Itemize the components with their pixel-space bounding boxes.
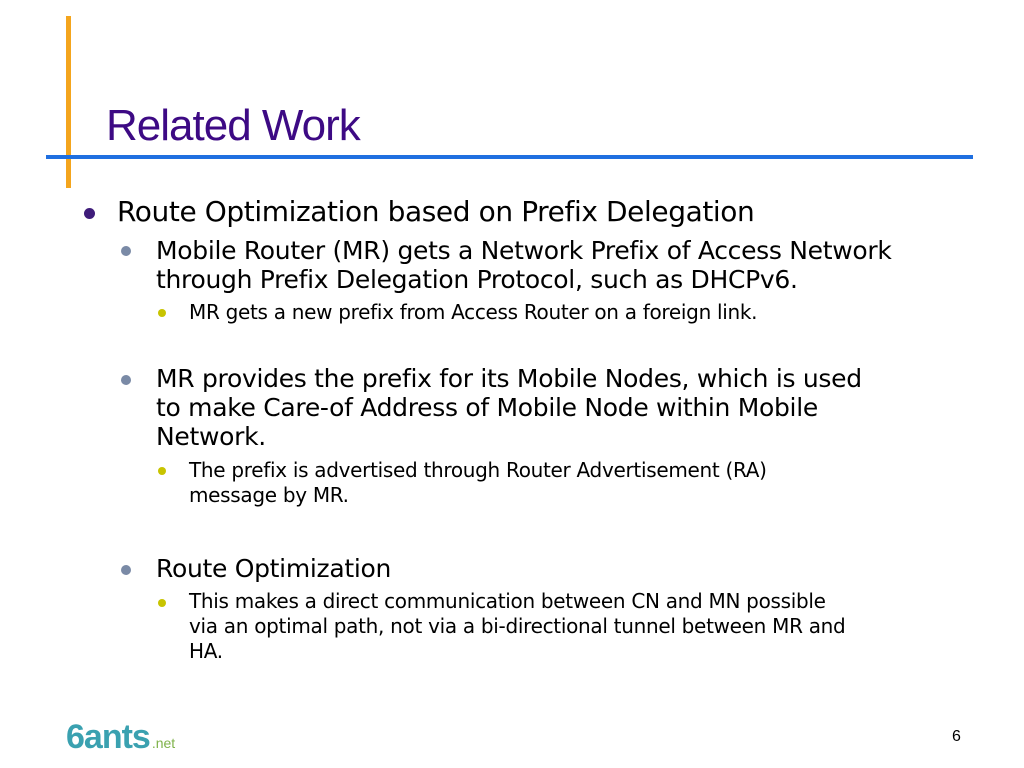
logo-main-text: 6ants [66,718,150,756]
page-number: 6 [952,728,961,745]
bullet-text-line: This makes a direct communication between CN and MN possible [189,589,826,613]
bullet-text: Route Optimization based on Prefix Delegation [117,195,755,228]
bullet-text-line: through Prefix Delegation Protocol, such as DHCPv6. [156,265,798,294]
bullet-text-line: Network. [156,422,266,451]
bullet-dot-icon [84,208,95,219]
bullet-text-line: via an optimal path, not via a bi-directional tunnel between MR and [189,614,846,638]
bullet-text: Route Optimization [156,554,392,583]
bullet-text-line: HA. [189,639,223,663]
bullet-dot-icon [158,309,166,317]
bullet-dot-icon [158,599,166,607]
slide-title: Related Work [106,101,360,150]
bullet-text-line: MR provides the prefix for its Mobile Nodes, which is used [156,364,862,393]
brand-logo [66,718,175,757]
bullet-text: MR gets a new prefix from Access Router on a foreign link. [189,300,758,324]
bullet-text-line: Mobile Router (MR) gets a Network Prefix of Access Network [156,236,892,265]
bullet-dot-icon [121,246,131,256]
bullet-text-line: message by MR. [189,483,349,507]
bullet-text-line: The prefix is advertised through Router Advertisement (RA) [189,458,767,482]
logo-suffix-text: .net [151,735,176,751]
bullet-dot-icon [158,467,166,475]
bullet-dot-icon [121,375,131,385]
bullet-dot-icon [121,565,131,575]
bullet-text-line: to make Care-of Address of Mobile Node within Mobile [156,393,818,422]
